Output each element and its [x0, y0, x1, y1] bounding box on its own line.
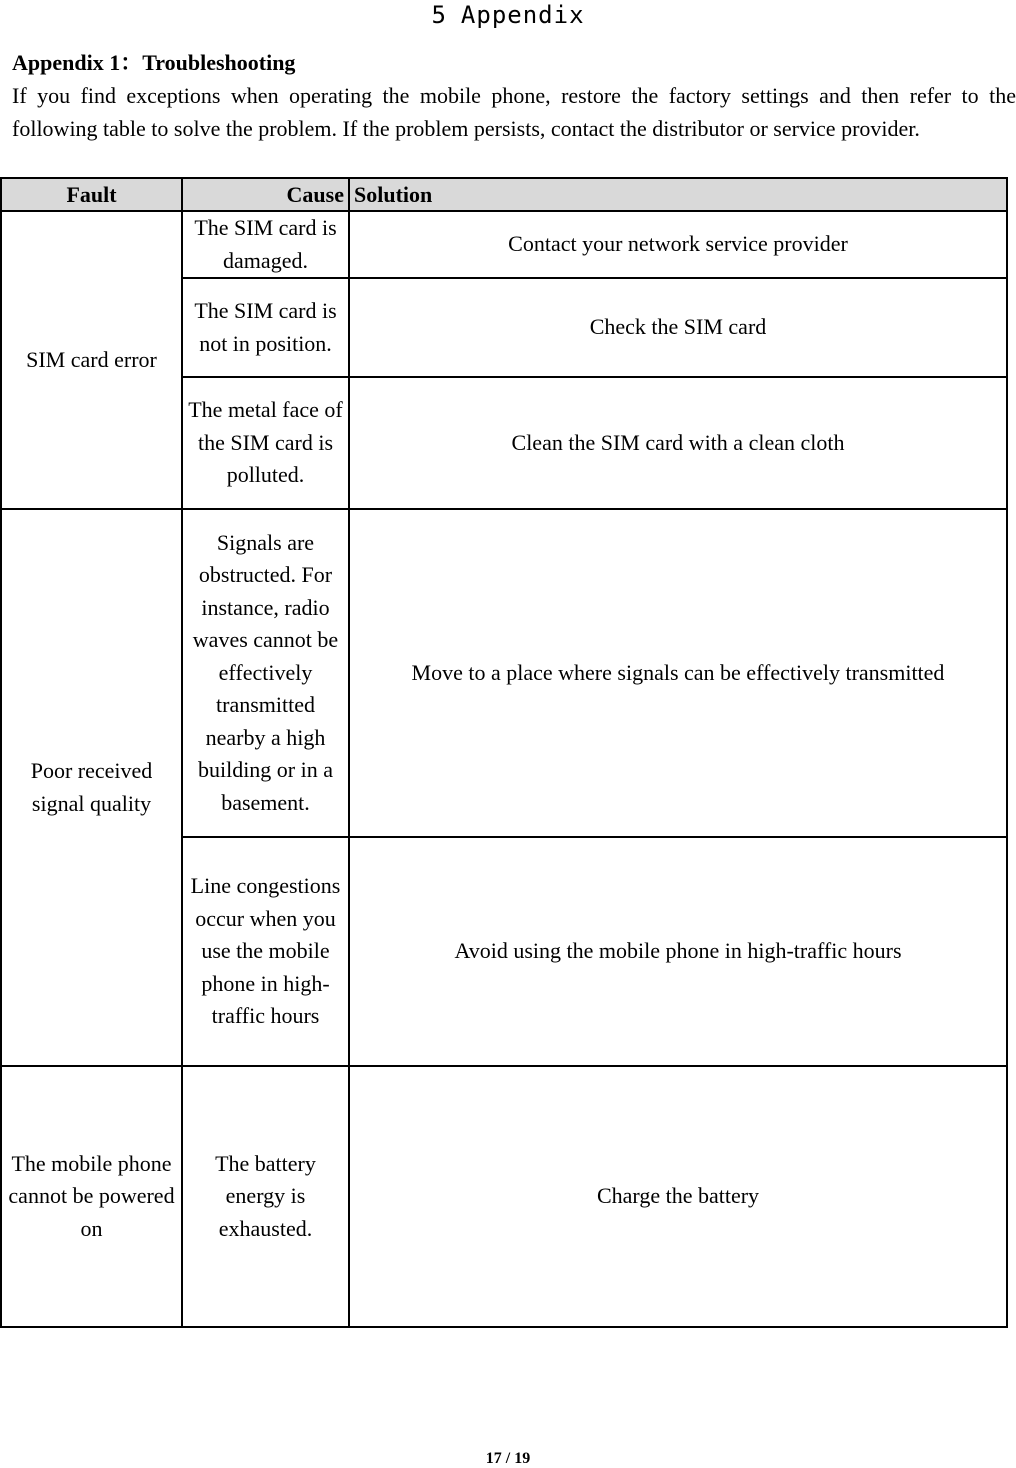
cause-cell: The SIM card is not in position.	[182, 278, 349, 377]
header-fault: Fault	[1, 178, 182, 211]
cause-cell: Signals are obstructed. For instance, radio waves cannot be effectively transmitted nearby a high building or in a basement.	[182, 509, 349, 837]
chapter-number: 5	[431, 1, 447, 29]
solution-cell: Clean the SIM card with a clean cloth	[349, 377, 1007, 509]
solution-cell: Contact your network service provider	[349, 211, 1007, 278]
table-header-row	[1, 178, 1007, 211]
solution-cell: Avoid using the mobile phone in high-traffic hours	[349, 837, 1007, 1066]
troubleshooting-table	[0, 177, 1008, 1328]
appendix-heading: Appendix 1：Troubleshooting	[12, 50, 296, 75]
solution-cell: Charge the battery	[349, 1066, 1007, 1327]
table-row	[1, 211, 1007, 278]
intro-paragraph: If you find exceptions when operating the mobile phone, restore the factory settings and then refer to the following table to solve the problem. If the problem persists, contact the distributor or service provider.	[12, 83, 1016, 141]
table-row	[1, 1066, 1007, 1327]
solution-cell: Move to a place where signals can be effectively transmitted	[349, 509, 1007, 837]
header-cause: Cause	[182, 178, 349, 211]
cause-cell: The metal face of the SIM card is polluted.	[182, 377, 349, 509]
cause-cell: The SIM card is damaged.	[182, 211, 349, 278]
chapter-name: Appendix	[460, 1, 585, 29]
cause-cell: The battery energy is exhausted.	[182, 1066, 349, 1327]
cause-cell: Line congestions occur when you use the mobile phone in high-traffic hours	[182, 837, 349, 1066]
table-row	[1, 509, 1007, 837]
solution-cell: Check the SIM card	[349, 278, 1007, 377]
fault-cell: SIM card error	[1, 211, 182, 509]
chapter-title	[0, 0, 1016, 30]
header-solution: Solution	[349, 178, 1007, 211]
fault-cell: The mobile phone cannot be powered on	[1, 1066, 182, 1327]
page-number: 17 / 19	[485, 1450, 531, 1467]
fault-cell: Poor received signal quality	[1, 509, 182, 1066]
